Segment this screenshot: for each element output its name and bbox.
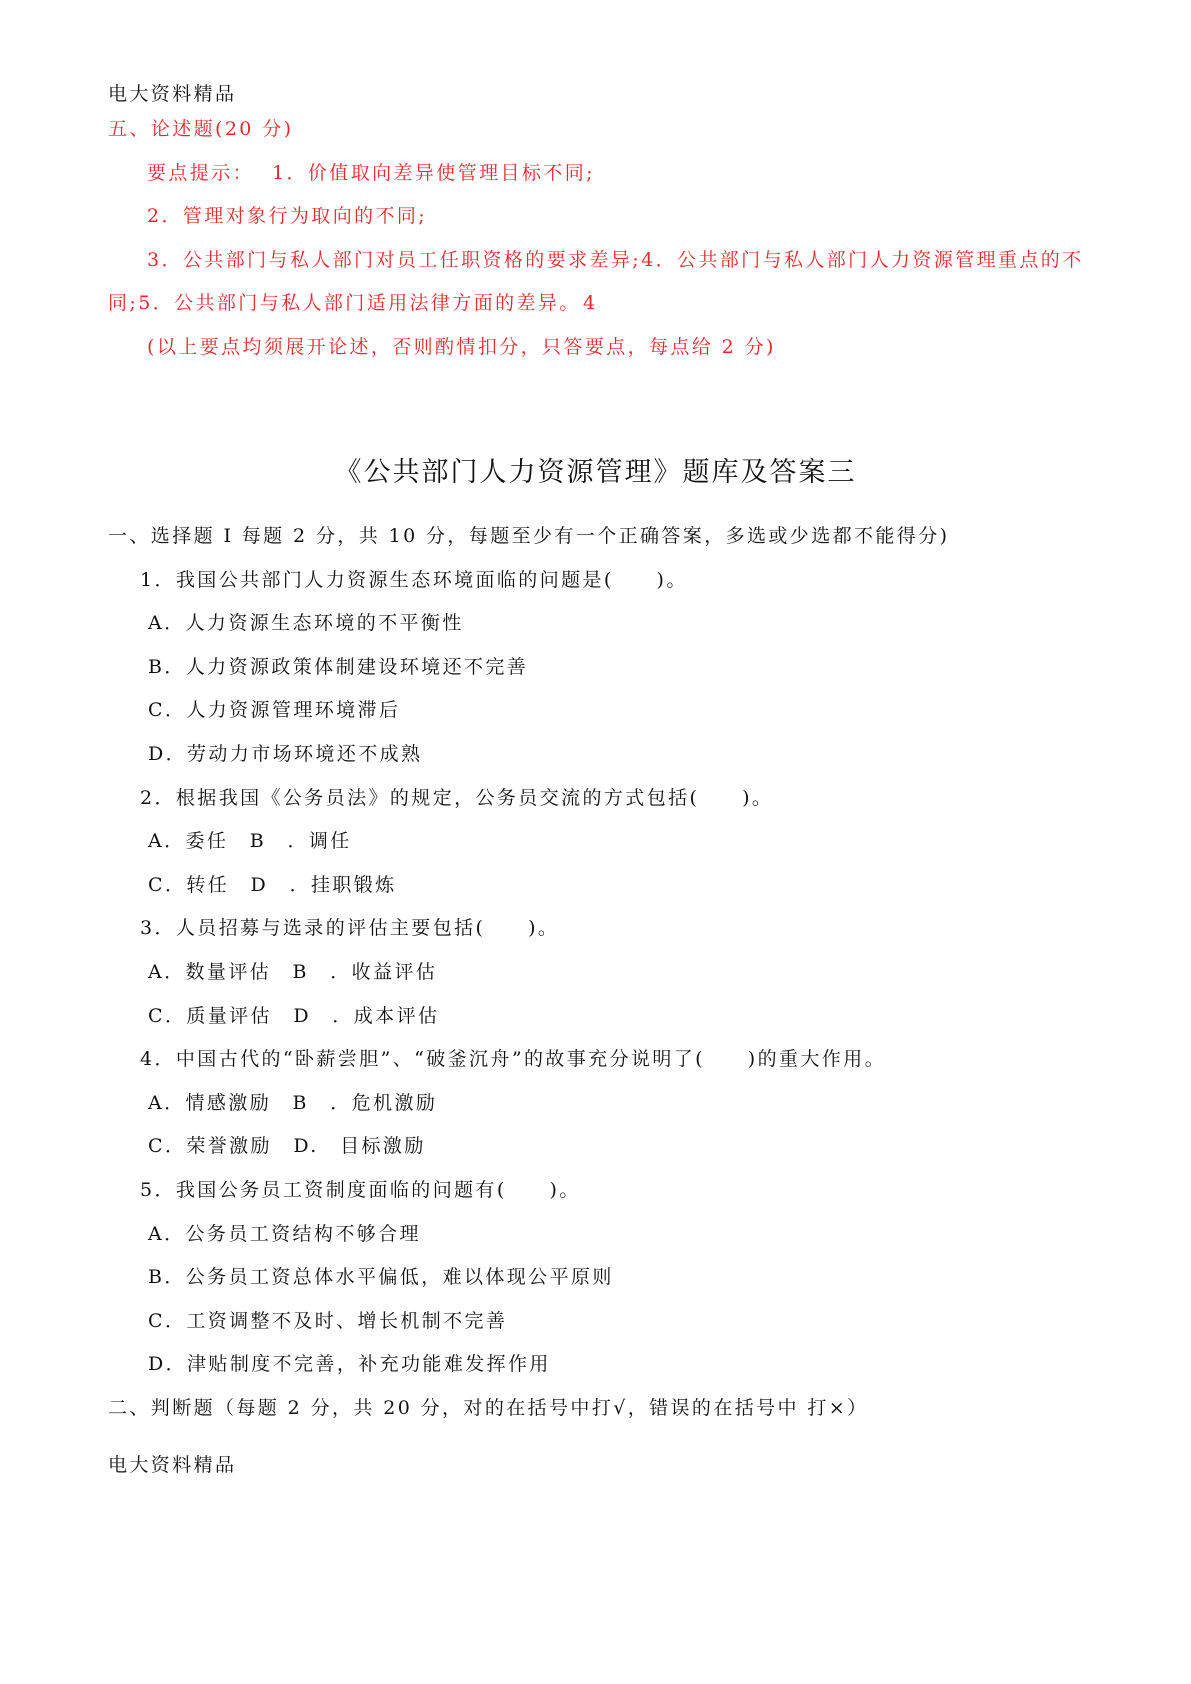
page-footer: 电大资料精品 bbox=[108, 1454, 237, 1476]
q5-option-c: C．工资调整不及时、增长机制不完善 bbox=[148, 1310, 508, 1332]
essay-point-3-line2: 同;5．公共部门与私人部门适用法律方面的差异。 bbox=[108, 292, 581, 314]
page-header: 电大资料精品 bbox=[108, 83, 237, 105]
section2-heading: 二、判断题（每题 2 分，共 20 分，对的在括号中打√，错误的在括号中 打×） bbox=[108, 1397, 869, 1419]
q3-options-ab: A．数量评估 B ．收益评估 bbox=[148, 961, 438, 983]
q1-text: 1．我国公共部门人力资源生态环境面临的问题是( )。 bbox=[140, 569, 688, 591]
section1-heading: 一、选择题 I 每题 2 分，共 10 分，每题至少有一个正确答案，多选或少选都不能得分) bbox=[108, 525, 950, 547]
q3-options-cd: C．质量评估 D ．成本评估 bbox=[148, 1005, 440, 1027]
q4-text: 4．中国古代的“卧薪尝胆”、“破釜沉舟”的故事充分说明了( )的重大作用。 bbox=[140, 1048, 886, 1070]
q5-option-a: A．公务员工资结构不够合理 bbox=[148, 1223, 421, 1245]
q4-options-ab: A．情感激励 B ．危机激励 bbox=[148, 1092, 438, 1114]
essay-marker: 4 bbox=[583, 292, 598, 314]
essay-heading: 五、论述题(20 分) bbox=[108, 118, 294, 140]
q1-option-b: B．人力资源政策体制建设环境还不完善 bbox=[148, 656, 529, 678]
hint-label: 要点提示： bbox=[147, 162, 255, 184]
q4-options-cd: C．荣誉激励 D. 目标激励 bbox=[148, 1135, 426, 1157]
q2-options-ab: A．委任 B ．调任 bbox=[148, 830, 352, 852]
q2-options-cd: C．转任 D ．挂职锻炼 bbox=[148, 874, 397, 896]
q2-text: 2．根据我国《公务员法》的规定，公务员交流的方式包括( )。 bbox=[140, 787, 774, 809]
q5-text: 5．我国公务员工资制度面临的问题有( )。 bbox=[140, 1179, 581, 1201]
essay-point-1: 1．价值取向差异使管理目标不同; bbox=[272, 162, 595, 184]
q5-option-b: B．公务员工资总体水平偏低，难以体现公平原则 bbox=[148, 1266, 614, 1288]
q3-text: 3．人员招募与选录的评估主要包括( )。 bbox=[140, 917, 560, 939]
q1-option-a: A．人力资源生态环境的不平衡性 bbox=[148, 612, 464, 634]
q1-option-c: C．人力资源管理环境滞后 bbox=[148, 699, 401, 721]
document-title: 《公共部门人力资源管理》题库及答案三 bbox=[334, 457, 857, 488]
q5-option-d: D．津贴制度不完善，补充功能难发挥作用 bbox=[148, 1353, 551, 1375]
essay-point-2: 2．管理对象行为取向的不同; bbox=[147, 205, 428, 227]
q1-option-d: D．劳动力市场环境还不成熟 bbox=[148, 743, 423, 765]
essay-point-3-line1: 3．公共部门与私人部门对员工任职资格的要求差异;4．公共部门与私人部门人力资源管理重点的不 bbox=[147, 249, 1084, 271]
essay-note: (以上要点均须展开论述，否则酌情扣分，只答要点，每点给 2 分) bbox=[147, 336, 776, 358]
